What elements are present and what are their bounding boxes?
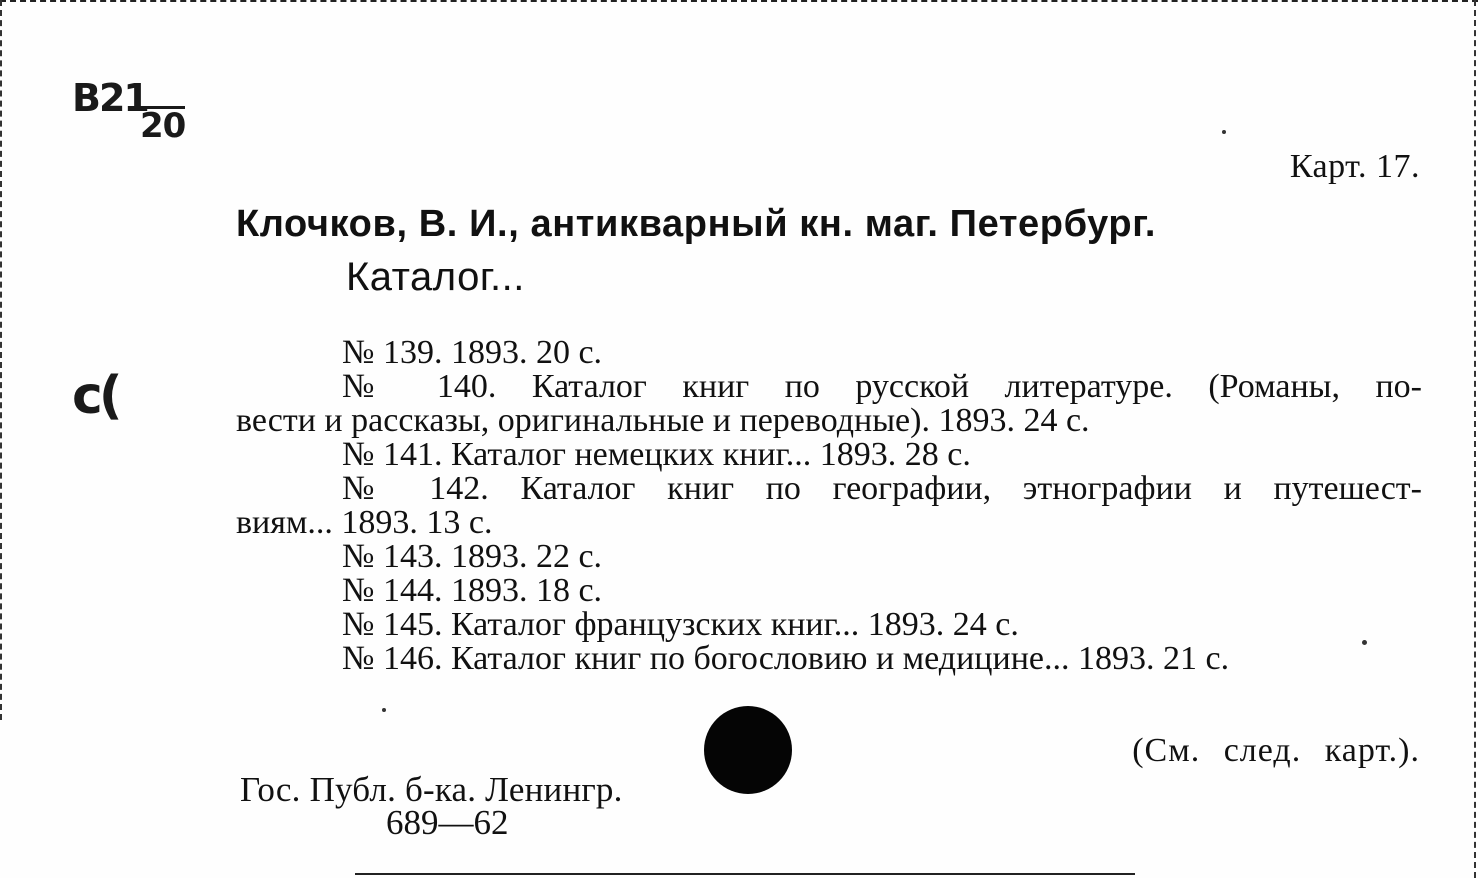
call-number-prefix: B21 xyxy=(72,76,148,120)
ink-speck xyxy=(382,708,386,712)
card-bottom-edge xyxy=(355,873,1135,875)
card-top-edge xyxy=(0,0,1478,5)
entry-line: вести и рассказы, оригинальные и переводные). 1893. 24 с. xyxy=(236,402,1090,439)
library-name: Гос. Публ. б-ка. Ленингр. xyxy=(240,770,623,809)
see-next-card: (См. след. карт.). xyxy=(1132,732,1420,769)
entry-line: № 144. 1893. 18 с. xyxy=(342,572,603,609)
card-right-edge xyxy=(1471,0,1476,878)
ink-speck xyxy=(1362,640,1367,645)
entry-line: № 145. Каталог французских книг... 1893. 24 с. xyxy=(342,606,1019,643)
punch-hole xyxy=(704,706,792,794)
handwritten-side-mark: c( xyxy=(72,366,119,426)
entry-list xyxy=(236,336,1422,676)
entry-line: № 143. 1893. 22 с. xyxy=(342,538,603,575)
entry-line: № 140. Каталог книг по русской литературе. (Романы, по- xyxy=(342,368,1422,405)
ink-speck xyxy=(1222,130,1226,134)
entry-line: № 142. Каталог книг по географии, этнографии и путешест- xyxy=(342,470,1422,507)
card-number: Карт. 17. xyxy=(1289,148,1420,185)
entry-line: виям... 1893. 13 с. xyxy=(236,504,493,541)
catalog-subheading: Каталог... xyxy=(346,255,525,299)
library-code: 689—62 xyxy=(386,803,509,842)
card-left-edge xyxy=(0,0,5,720)
entry-line: № 141. Каталог немецких книг... 1893. 28 с. xyxy=(342,436,971,473)
entry-line: № 139. 1893. 20 с. xyxy=(342,334,603,371)
catalog-heading: Клочков, В. И., антикварный кн. маг. Петербург. xyxy=(236,203,1156,245)
call-number-suffix: 20 xyxy=(140,106,186,146)
entry-line: № 146. Каталог книг по богословию и медицине... 1893. 21 с. xyxy=(342,640,1230,677)
